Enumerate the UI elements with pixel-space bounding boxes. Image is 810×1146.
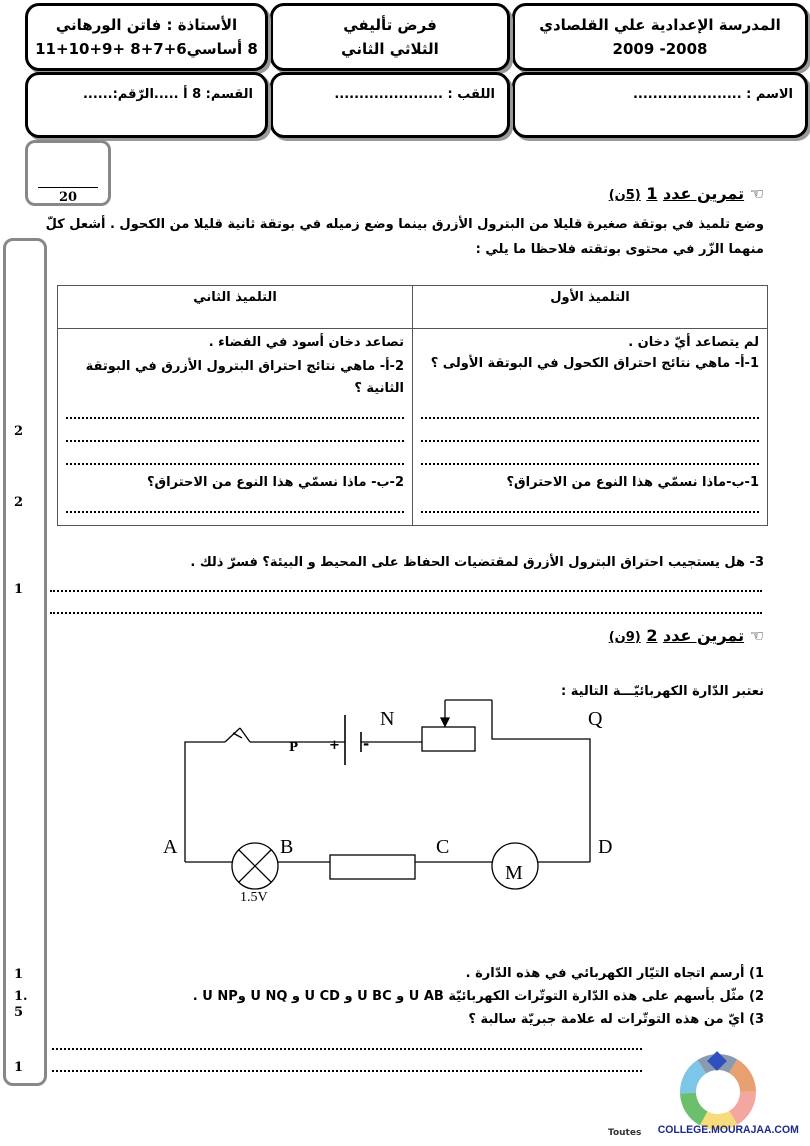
answer-ex2-line-1[interactable] [52, 1048, 642, 1050]
question-2b: 2-ب- ماذا نسمّي هذا النوع من الاحتراق؟ [146, 475, 404, 490]
label-Q: Q [588, 708, 603, 730]
student-2-observation: تصاعد دخان أسود في الفضاء . [208, 335, 404, 350]
exercise2-question-2: 2) مثّل بأسهم على هذه الدّارة التوتّرات الكهربائيّة U AB و U BC و U CD و U NQ وU NP . [192, 989, 764, 1004]
exercise1-intro-1: وضع تلميذ في بوتقة صغيرة قليلا من البترول الأزرق بينما وضع زميله في بوتقة ثانية قليلا من الكحول . أشعل كلّ [45, 217, 764, 232]
school-name: المدرسة الإعدادية علي القلصادي [539, 16, 781, 34]
exercise2-question-1: 1) أرسم اتجاه التيّار الكهربائي في هذه الدّارة . [465, 966, 764, 981]
exercise1-question-3: 3- هل يستجيب احتراق البترول الأزرق لمقتضيات الحفاظ على المحيط و البيئة؟ فسرّ ذلك . [190, 555, 764, 570]
footer-site[interactable]: COLLEGE.MOURAJAA.COM [657, 1124, 799, 1136]
label-B: B [280, 836, 294, 858]
label-A: A [163, 836, 178, 858]
label-lamp-voltage: 1.5V [240, 890, 268, 905]
points-ex2-q2a: 1. [14, 989, 28, 1004]
exercise2-label: تمرين عدد [663, 626, 745, 645]
label-D: D [598, 836, 613, 858]
label-plus: + [329, 738, 340, 753]
label-minus: - [363, 735, 370, 753]
label-motor: M [505, 862, 523, 884]
answer-ex2-line-2[interactable] [52, 1070, 642, 1072]
exercise2-intro: نعتبر الدّارة الكهربائيّـــة التالية : [560, 684, 764, 699]
points-1b: 2 [14, 495, 24, 510]
exam-type: فرض تأليفي [343, 16, 437, 34]
pointing-hand-icon: ☜ [749, 626, 764, 645]
exercise2-score: (9ن) [608, 630, 641, 645]
switch-icon [225, 728, 250, 742]
site-logo [672, 1040, 764, 1132]
question-2a: 2-أ- ماهي نتائج احتراق البترول الأزرق في البوتقة الثانية ؟ [85, 359, 404, 396]
teacher-name: الأستاذة : فاتن الورهاني [55, 16, 238, 34]
section-field[interactable]: القسم: 8 أ .....الرّقم:...... [82, 87, 253, 102]
school-year: 2008- 2009 [612, 40, 708, 58]
exercise1-score: (5ن) [608, 188, 641, 203]
exercise2-question-3: 3) أيّ من هذه التوتّرات له علامة جبريّة سالبة ؟ [468, 1012, 764, 1027]
points-ex2-q3: 1 [14, 1060, 24, 1075]
exercise1-label: تمرين عدد [663, 184, 745, 203]
points-1a: 2 [14, 424, 24, 439]
surname-field[interactable]: اللقب : ...................... [334, 87, 495, 102]
header-student-2: التلميذ الثاني [58, 286, 413, 329]
points-q3: 1 [14, 582, 24, 597]
label-N: N [380, 708, 395, 730]
exercise2-number: 2 [646, 626, 658, 645]
exam-term: الثلاثي الثاني [341, 40, 439, 58]
exercise1-number: 1 [646, 184, 658, 203]
label-C: C [436, 836, 450, 858]
header-student-1: التلميذ الأول [413, 286, 768, 329]
question-1a: 1-أ- ماهي نتائج احتراق الكحول في البوتقة الأولى ؟ [430, 356, 759, 371]
exercise1-intro-2: منهما الزّر في محتوى بوتقته فلاحظا ما يلي : [475, 242, 764, 257]
score-total: 20 [58, 190, 78, 205]
points-ex2-q2b: 5 [14, 1005, 24, 1020]
resistor-icon [330, 855, 415, 879]
battery-icon [345, 715, 361, 765]
classes: 8 أساسي6+7+8 +9+10+11 [35, 40, 258, 58]
points-ex2-q1: 1 [14, 967, 24, 982]
name-field[interactable]: الاسم : ...................... [632, 87, 793, 102]
label-P: P [289, 740, 299, 754]
rheostat-icon [422, 700, 475, 751]
footer-toutes: Toutes [608, 1128, 642, 1138]
pointing-hand-icon: ☜ [749, 184, 764, 203]
student-1-observation: لم يتصاعد أيّ دخان . [628, 335, 759, 350]
question-1b: 1-ب-ماذا نسمّي هذا النوع من الاحتراق؟ [506, 475, 759, 490]
lamp-icon [232, 843, 278, 889]
